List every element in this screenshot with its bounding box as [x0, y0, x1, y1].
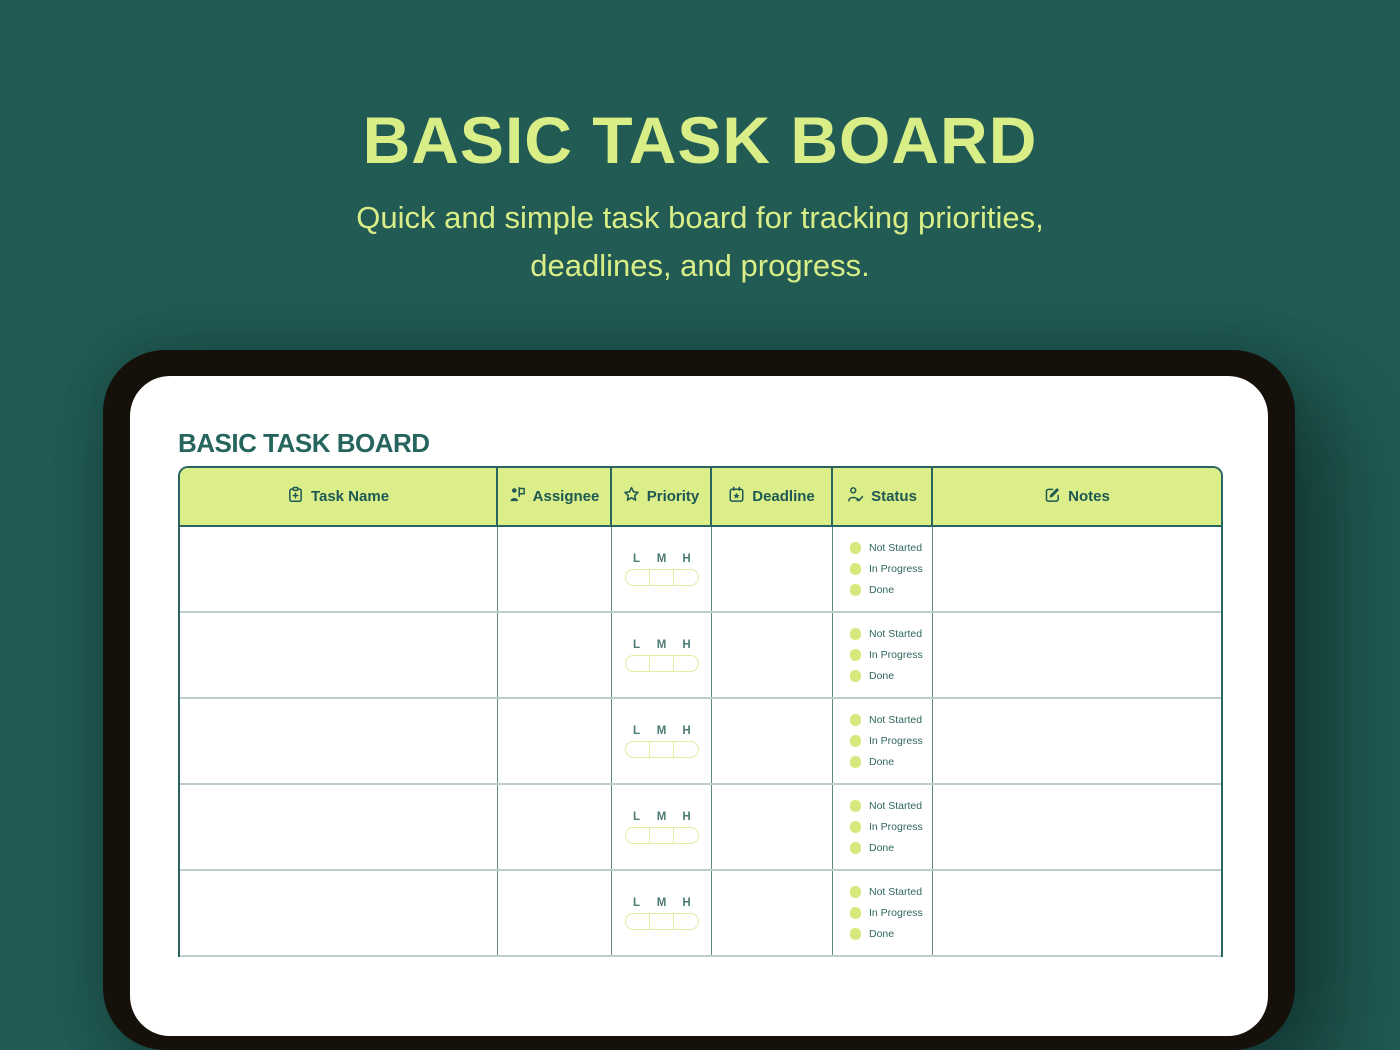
task-name-cell[interactable] [180, 527, 498, 611]
priority-label-low: L [632, 810, 641, 823]
priority-segment-high[interactable] [674, 914, 697, 929]
status-cell [833, 871, 933, 955]
priority-selector[interactable] [625, 569, 699, 586]
deadline-cell[interactable] [712, 613, 833, 697]
deadline-cell[interactable] [712, 871, 833, 955]
status-label: Not Started [869, 542, 923, 554]
status-option-done[interactable] [850, 842, 932, 854]
assignee-cell[interactable] [498, 613, 612, 697]
status-label: Not Started [869, 886, 923, 898]
status-label: In Progress [869, 821, 923, 833]
priority-segment-high[interactable] [674, 570, 697, 585]
status-option-in-progress[interactable] [850, 735, 932, 747]
priority-cell [612, 699, 712, 783]
status-cell [833, 613, 933, 697]
task-table [178, 466, 1223, 957]
priority-label-medium: M [656, 896, 667, 909]
status-option-not-started[interactable] [850, 714, 932, 726]
person-check-icon [847, 486, 864, 507]
board-heading: BASIC TASK BOARD [178, 428, 430, 458]
column-header-priority[interactable] [612, 468, 712, 525]
status-label: In Progress [869, 735, 923, 747]
status-cell [833, 527, 933, 611]
status-dot [850, 584, 861, 596]
table-row [180, 699, 1221, 785]
priority-segment-low[interactable] [626, 828, 650, 843]
status-label: Not Started [869, 628, 923, 640]
priority-labels [624, 897, 699, 909]
priority-selector[interactable] [625, 827, 699, 844]
priority-selector[interactable] [625, 741, 699, 758]
edit-note-icon [1044, 486, 1061, 507]
status-dot [850, 649, 861, 661]
status-option-in-progress[interactable] [850, 649, 932, 661]
assignee-cell[interactable] [498, 871, 612, 955]
priority-segment-medium[interactable] [650, 828, 674, 843]
status-dot [850, 735, 861, 747]
priority-label-medium: M [656, 552, 667, 565]
priority-label-medium: M [656, 810, 667, 823]
assignee-cell[interactable] [498, 699, 612, 783]
status-label: Done [869, 842, 895, 854]
status-label: In Progress [869, 563, 923, 575]
deadline-cell[interactable] [712, 785, 833, 869]
status-label: Done [869, 928, 895, 940]
priority-label-low: L [632, 896, 641, 909]
column-header-deadline[interactable] [712, 468, 833, 525]
priority-cell [612, 785, 712, 869]
priority-label-low: L [632, 552, 641, 565]
status-dot [850, 907, 861, 919]
calendar-star-icon [728, 486, 745, 507]
priority-label-high: H [682, 896, 691, 909]
status-cell [833, 699, 933, 783]
status-dot [850, 670, 861, 682]
column-label: Assignee [532, 488, 600, 505]
priority-label-high: H [682, 638, 691, 651]
deadline-cell[interactable] [712, 699, 833, 783]
priority-selector[interactable] [625, 913, 699, 930]
star-icon [623, 486, 640, 507]
status-dot [850, 842, 861, 854]
column-header-assignee[interactable] [498, 468, 612, 525]
notes-cell[interactable] [933, 785, 1221, 869]
priority-segment-medium[interactable] [650, 914, 674, 929]
priority-cell [612, 613, 712, 697]
notes-cell[interactable] [933, 871, 1221, 955]
table-row [180, 527, 1221, 613]
status-dot [850, 928, 861, 940]
status-option-not-started[interactable] [850, 800, 932, 812]
clipboard-plus-icon [287, 486, 304, 507]
priority-segment-medium[interactable] [650, 742, 674, 757]
priority-segment-low[interactable] [626, 914, 650, 929]
priority-cell [612, 527, 712, 611]
column-label: Priority [646, 488, 700, 505]
notes-cell[interactable] [933, 699, 1221, 783]
priority-label-low: L [632, 724, 641, 737]
table-row [180, 785, 1221, 871]
table-header-row [180, 468, 1221, 527]
priority-segment-high[interactable] [674, 742, 697, 757]
task-name-cell[interactable] [180, 785, 498, 869]
priority-label-high: H [682, 724, 691, 737]
priority-label-high: H [682, 552, 691, 565]
priority-selector[interactable] [625, 655, 699, 672]
priority-label-low: L [632, 638, 641, 651]
status-dot [850, 886, 861, 898]
column-label: Task Name [310, 488, 390, 505]
person-flag-icon [509, 486, 526, 507]
deadline-cell[interactable] [712, 527, 833, 611]
status-dot [850, 542, 861, 554]
status-dot [850, 714, 861, 726]
status-option-not-started[interactable] [850, 628, 932, 640]
column-header-task-name[interactable] [180, 468, 498, 525]
status-option-not-started[interactable] [850, 886, 932, 898]
priority-labels [624, 639, 699, 651]
priority-segment-medium[interactable] [650, 656, 674, 671]
status-dot [850, 563, 861, 575]
status-label: Not Started [869, 714, 923, 726]
priority-segment-medium[interactable] [650, 570, 674, 585]
status-label: Done [869, 584, 895, 596]
subtitle-line-1: Quick and simple task board for tracking priorities, [356, 200, 1044, 235]
status-dot [850, 800, 861, 812]
priority-segment-low[interactable] [626, 742, 650, 757]
priority-segment-high[interactable] [674, 656, 697, 671]
status-dot [850, 821, 861, 833]
table-row [180, 871, 1221, 957]
task-name-cell[interactable] [180, 871, 498, 955]
status-option-not-started[interactable] [850, 542, 932, 554]
column-label: Deadline [752, 488, 815, 505]
status-dot [850, 756, 861, 768]
notes-cell[interactable] [933, 613, 1221, 697]
status-label: Done [869, 670, 895, 682]
status-label: Done [869, 756, 895, 768]
task-name-cell[interactable] [180, 613, 498, 697]
page-subtitle [0, 194, 1400, 290]
priority-label-medium: M [656, 638, 667, 651]
status-option-done[interactable] [850, 756, 932, 768]
priority-cell [612, 871, 712, 955]
priority-label-high: H [682, 810, 691, 823]
subtitle-line-2: deadlines, and progress. [530, 248, 870, 283]
status-cell [833, 785, 933, 869]
column-header-status[interactable] [833, 468, 933, 525]
column-header-notes[interactable] [933, 468, 1221, 525]
status-option-in-progress[interactable] [850, 563, 932, 575]
status-option-done[interactable] [850, 584, 932, 596]
column-label: Status [871, 488, 917, 505]
status-label: Not Started [869, 800, 923, 812]
task-name-cell[interactable] [180, 699, 498, 783]
status-option-in-progress[interactable] [850, 907, 932, 919]
status-option-done[interactable] [850, 670, 932, 682]
assignee-cell[interactable] [498, 527, 612, 611]
column-label: Notes [1068, 488, 1110, 505]
priority-label-medium: M [656, 724, 667, 737]
priority-labels [624, 811, 699, 823]
priority-labels [624, 553, 699, 565]
table-row [180, 613, 1221, 699]
status-dot [850, 628, 861, 640]
priority-segment-high[interactable] [674, 828, 697, 843]
status-option-done[interactable] [850, 928, 932, 940]
status-label: In Progress [869, 649, 923, 661]
status-option-in-progress[interactable] [850, 821, 932, 833]
priority-segment-low[interactable] [626, 570, 650, 585]
priority-labels [624, 725, 699, 737]
status-label: In Progress [869, 907, 923, 919]
page-title: BASIC TASK BOARD [362, 103, 1038, 177]
assignee-cell[interactable] [498, 785, 612, 869]
notes-cell[interactable] [933, 527, 1221, 611]
priority-segment-low[interactable] [626, 656, 650, 671]
